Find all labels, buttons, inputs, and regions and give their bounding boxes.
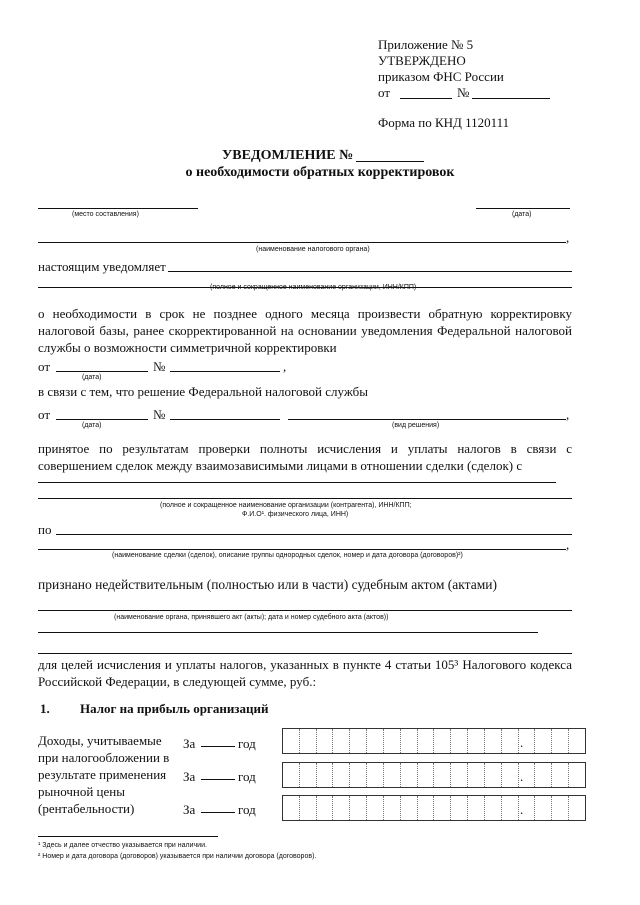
order-label: приказом ФНС России (378, 69, 504, 84)
date-caption-1: (дата) (82, 374, 102, 381)
god-label-3: год (238, 802, 256, 817)
god-label-2: год (238, 769, 256, 784)
due-to-text: в связи с тем, что решение Федеральной налоговой службы (38, 384, 368, 399)
deal-field[interactable] (56, 534, 572, 535)
god-label-1: год (238, 736, 256, 751)
comma: , (566, 407, 570, 422)
approved-label: УТВЕРЖДЕНО (378, 53, 466, 68)
footnote-separator (38, 836, 218, 837)
form-code: Форма по КНД 1120111 (378, 115, 510, 130)
order-number-field[interactable] (472, 98, 550, 99)
tax-authority-caption: (наименование налогового органа) (256, 246, 370, 253)
adjustment-number-field[interactable] (170, 371, 280, 372)
decision-type-field[interactable] (288, 419, 566, 420)
appendix-number: Приложение № 5 (378, 37, 474, 52)
decision-date-field[interactable] (56, 419, 148, 420)
decision-type-caption: (вид решения) (392, 422, 440, 429)
year-field-3[interactable] (201, 801, 235, 813)
po-label: по (38, 522, 52, 537)
court-field-2[interactable] (38, 632, 538, 633)
date-field[interactable] (476, 208, 570, 209)
ot-label-2: от (38, 407, 51, 422)
amount-cells-2[interactable] (282, 762, 586, 788)
organization-caption: (полное и сокращенное наименование организации, ИНН/КПП) (210, 284, 417, 291)
number-label-2: № (153, 407, 166, 422)
deal-field-2[interactable] (38, 549, 566, 550)
organization-field[interactable] (168, 271, 572, 272)
order-date-field[interactable] (400, 98, 452, 99)
date-caption-2: (дата) (82, 422, 102, 429)
form-subtitle: о необходимости обратных корректировок (185, 165, 455, 180)
order-date-label: от (378, 85, 391, 100)
paragraph-amount: для целей исчисления и уплаты налогов, указанных в пункте 4 статьи 105³ Налогового кодекса Российской Федерации, в следующей сумме, руб.: (38, 657, 572, 689)
notify-label: настоящим уведомляет (38, 259, 166, 274)
footnote-1: ¹ Здесь и далее отчество указывается при наличии. (38, 842, 207, 849)
footnote-2: ² Номер и дата договора (договоров) указывается при наличии договора (договоров). (38, 853, 317, 860)
section-number: 1. (40, 701, 50, 716)
counterparty-field-2[interactable] (38, 498, 572, 499)
counterparty-field[interactable] (38, 482, 556, 483)
year-field-2[interactable] (201, 768, 235, 780)
tax-authority-field[interactable] (38, 242, 566, 243)
amount-cells-3[interactable] (282, 795, 586, 821)
comma: , (566, 230, 570, 245)
place-field[interactable] (38, 208, 198, 209)
form-title: УВЕДОМЛЕНИЕ № (222, 148, 354, 163)
counterparty-caption: (полное и сокращенное наименование организации (контрагента), ИНН/КПП; (160, 502, 412, 509)
decimal-point-2: . (520, 769, 524, 784)
recognized-text: признано недействительным (полностью или в части) судебным актом (актами) (38, 577, 497, 592)
section-title: Налог на прибыль организаций (80, 701, 269, 716)
number-label-1: № (153, 359, 166, 374)
paragraph-obligation: о необходимости в срок не позднее одного месяца произвести обратную корректировку налоговой базы, ранее скорректированной на основании уведомления Федеральной налоговой службы о возможности симметричной корректировки (38, 306, 572, 355)
ot-label-1: от (38, 359, 51, 374)
decision-number-field[interactable] (170, 419, 280, 420)
court-field[interactable] (38, 610, 572, 611)
date-caption: (дата) (512, 211, 532, 218)
notice-number-field[interactable] (356, 161, 424, 162)
paragraph-check: принятое по результатам проверки полноты исчисления и уплаты налогов в связи с совершением сделок между взаимозависимыми лицами в отношении сделки (сделок) с (38, 441, 572, 473)
counterparty-caption-2: Ф.И.О¹. физического лица, ИНН) (242, 511, 349, 518)
adjustment-date-field[interactable] (56, 371, 148, 372)
deal-caption: (наименование сделки (сделок), описание группы однородных сделок, номер и дата договора (договоров)²) (112, 552, 463, 559)
year-field-1[interactable] (201, 735, 235, 747)
comma: , (283, 359, 287, 374)
decimal-point-1: . (520, 735, 524, 750)
za-label-3: За (183, 802, 196, 817)
comma: , (566, 537, 570, 552)
za-label-1: За (183, 736, 196, 751)
decimal-point-3: . (520, 802, 524, 817)
place-caption: (место составления) (72, 211, 139, 218)
court-caption: (наименование органа, принявшего акт (акты); дата и номер судебного акта (актов)) (114, 614, 389, 621)
separator-line (38, 653, 572, 654)
za-label-2: За (183, 769, 196, 784)
order-number-label: № (457, 85, 470, 100)
amount-cells-1[interactable] (282, 728, 586, 754)
income-description: Доходы, учитываемые при налогообложении в результате применения рыночной цены (рентабельности) (38, 733, 170, 816)
